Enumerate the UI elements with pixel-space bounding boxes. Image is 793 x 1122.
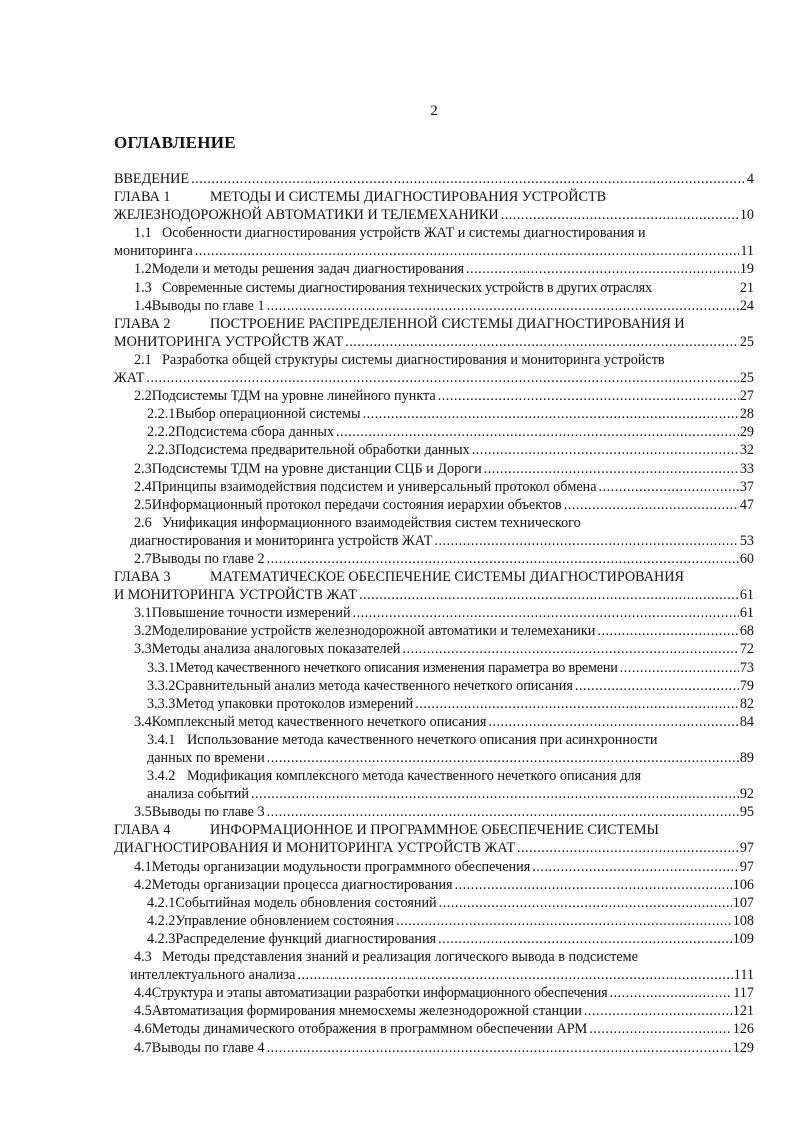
- toc-page-number: 37: [739, 478, 754, 495]
- toc-entry-title: Подсистемы ТДМ на уровне дистанции СЦБ и Дороги: [151, 460, 482, 477]
- toc-entry-2-2-2[interactable]: [114, 423, 754, 441]
- chapter-number: ГЛАВА 4: [114, 822, 171, 839]
- dot-leader: [438, 387, 739, 405]
- toc-entry-1-2[interactable]: [114, 260, 754, 278]
- dot-leader: [353, 604, 739, 622]
- toc-entry-3-3-2[interactable]: [114, 677, 754, 695]
- toc-entry-title: Выводы по главе 3: [151, 804, 265, 821]
- toc-entry-title: Комплексный метод качественного нечеткого описания: [151, 713, 487, 730]
- toc-entry-1-4[interactable]: [114, 297, 754, 315]
- toc-entry-title: Выводы по главе 1: [151, 297, 265, 314]
- section-number: 3.3.3: [147, 695, 176, 712]
- toc-entry-title: Сравнительный анализ метода качественного нечеткого описания: [175, 677, 573, 694]
- section-number: 2.7: [134, 550, 152, 567]
- toc-entry-title-continued: ЖАТ: [114, 370, 145, 387]
- toc-page-number: 32: [739, 442, 754, 459]
- toc-page-number: 53: [739, 532, 754, 549]
- section-number: 2.5: [134, 496, 152, 513]
- section-number: 3.3.1: [147, 659, 176, 676]
- toc-entry-title: Выводы по главе 2: [151, 550, 265, 567]
- toc-entry-title: МАТЕМАТИЧЕСКОЕ ОБЕСПЕЧЕНИЕ СИСТЕМЫ ДИАГНОСТИРОВАНИЯ: [210, 569, 684, 586]
- toc-entry-title-continued: интеллектуального анализа: [130, 967, 296, 984]
- toc-title: ОГЛАВЛЕНИЕ: [114, 133, 236, 152]
- toc-entry-title: Разработка общей структуры системы диагностирования и мониторинга устройств: [162, 351, 665, 368]
- toc-page-number: 106: [732, 876, 754, 893]
- toc-entry-title-continued: диагностирования и мониторинга устройств ЖАТ: [130, 532, 433, 549]
- toc-entry-3-4-2[interactable]: [114, 767, 754, 785]
- toc-entry-3-5[interactable]: [114, 803, 754, 821]
- toc-page-number: 61: [739, 587, 754, 604]
- toc-entry-4-5[interactable]: [114, 1002, 754, 1020]
- section-number: 2.2.3: [147, 442, 176, 459]
- dot-leader: [415, 695, 739, 713]
- dot-leader: [363, 405, 739, 423]
- toc-page-number: 24: [739, 297, 754, 314]
- toc-page-number: 109: [732, 930, 754, 947]
- toc-entry-title: Моделирование устройств железнодорожной автоматики и телемеханики: [151, 623, 596, 640]
- toc-entry-4-4[interactable]: [114, 984, 754, 1002]
- chapter-number: ГЛАВА 3: [114, 569, 171, 586]
- toc-entry-3-3-3[interactable]: [114, 695, 754, 713]
- toc-entry-3-1[interactable]: [114, 604, 754, 622]
- toc-entry-chapter-2[interactable]: [114, 315, 754, 333]
- toc-page-number: 19: [739, 261, 754, 278]
- toc-entry-title: Модификация комплексного метода качественного нечеткого описания для: [187, 768, 642, 785]
- section-number: 3.3: [134, 641, 152, 658]
- chapter-number: ГЛАВА 1: [114, 189, 171, 206]
- toc-page-number: 68: [739, 623, 754, 640]
- toc-entry-chapter-4[interactable]: [114, 821, 754, 839]
- toc-entry-title: Методы организации модульности программного обеспечения: [151, 858, 531, 875]
- dot-leader: [455, 876, 732, 894]
- toc-entry-title: Автоматизация формирования мнемосхемы железнодорожной станции: [151, 1003, 582, 1020]
- dot-leader: [402, 640, 738, 658]
- toc-page-number: 107: [732, 894, 754, 911]
- toc-entry-introduction[interactable]: [114, 170, 754, 188]
- dot-leader: [396, 912, 732, 930]
- toc-entry-title: Метод качественного нечеткого описания изменения параметра во времени: [175, 659, 618, 676]
- toc-entry-title-continued: данных по времени: [147, 750, 265, 766]
- toc-entry-3-3[interactable]: [114, 640, 754, 658]
- dot-leader: [484, 460, 739, 478]
- section-number: 4.1: [134, 858, 152, 875]
- toc-entry-title: Модели и методы решения задач диагностирования: [151, 261, 464, 278]
- toc-page-number: 27: [739, 388, 754, 405]
- toc-entry-2-2[interactable]: [114, 387, 754, 405]
- toc-entry-title: Структура и этапы автоматизации разработки информационного обеспечения: [151, 985, 608, 1002]
- section-number: 4.2.1: [147, 894, 176, 911]
- section-number: 4.7: [134, 1039, 152, 1056]
- toc-entry-4-2-1[interactable]: [114, 894, 754, 912]
- toc-entry-1-3[interactable]: [114, 279, 754, 297]
- toc-page-number: 61: [739, 605, 754, 622]
- section-number: 3.4.1: [147, 731, 176, 748]
- toc-entry-3-4[interactable]: [114, 713, 754, 731]
- dot-leader: [589, 1020, 731, 1038]
- section-number: 3.4: [134, 713, 152, 730]
- dot-leader: [267, 297, 739, 315]
- toc-page-number: 4: [746, 171, 754, 187]
- toc-entry-1-1[interactable]: [114, 224, 754, 242]
- toc-entry-title: Распределение функций диагностирования: [175, 930, 437, 947]
- toc-entry-2-3[interactable]: [114, 460, 754, 478]
- toc-page-number: 73: [739, 659, 754, 676]
- section-number: 4.2: [134, 876, 152, 893]
- toc-page-number: 60: [739, 550, 754, 567]
- toc-entry-2-5[interactable]: [114, 496, 754, 514]
- section-number: 2.2: [134, 388, 152, 405]
- section-number: 3.3.2: [147, 677, 176, 694]
- toc-page-number: 21: [739, 279, 754, 296]
- toc-entry-title: Подсистема сбора данных: [175, 424, 334, 441]
- dot-leader: [267, 550, 739, 568]
- section-number: 2.4: [134, 478, 152, 495]
- toc-entry-2-6[interactable]: [114, 514, 754, 532]
- toc-entry-4-2-2[interactable]: [114, 912, 754, 930]
- toc-entry-3-3-1[interactable]: [114, 659, 754, 677]
- section-number: 3.1: [134, 605, 152, 622]
- section-number: 1.4: [134, 297, 152, 314]
- dot-leader: [336, 423, 739, 441]
- toc-entry-title-continued: анализа событий: [147, 786, 249, 803]
- toc-page-number: 47: [739, 496, 754, 513]
- dot-leader: [620, 659, 739, 677]
- section-number: 4.4: [134, 985, 152, 1002]
- dot-leader: [434, 532, 738, 550]
- toc-entry-2-2-1[interactable]: [114, 405, 754, 423]
- dot-leader: [251, 785, 739, 803]
- toc-page-number: 108: [732, 912, 754, 929]
- toc-entry-2-7[interactable]: [114, 550, 754, 568]
- dot-leader: [267, 1039, 732, 1057]
- toc-page-number: 111: [733, 967, 754, 984]
- dot-leader: [564, 496, 739, 514]
- toc-entry-title: Методы организации процесса диагностирования: [151, 876, 453, 893]
- toc-entry-title: Повышение точности измерений: [151, 605, 351, 622]
- dot-leader: [146, 369, 738, 387]
- toc-page-number: 89: [739, 750, 754, 766]
- toc-entry-title: Методы анализа аналоговых показателей: [151, 641, 401, 658]
- toc-entry-4-1[interactable]: [114, 858, 754, 876]
- toc-page-number: 25: [739, 370, 754, 387]
- toc-entry-2-4[interactable]: [114, 478, 754, 496]
- dot-leader: [438, 930, 732, 948]
- toc-page-number: 129: [732, 1039, 754, 1056]
- dot-leader: [488, 713, 738, 731]
- toc-entry-4-3[interactable]: [114, 948, 754, 966]
- toc-entry-title: Унификация информационного взаимодействия систем технического: [162, 514, 581, 531]
- toc-page-number: 25: [739, 333, 754, 350]
- section-number: 1.3: [134, 279, 152, 296]
- toc-entry-title-continued: И МОНИТОРИНГА УСТРОЙСТВ ЖАТ: [114, 587, 357, 604]
- toc-page-number: 28: [739, 406, 754, 423]
- chapter-number: ГЛАВА 2: [114, 315, 171, 332]
- toc-entry-title: Подсистемы ТДМ на уровне линейного пункта: [151, 388, 436, 405]
- section-number: 2.1: [134, 351, 152, 368]
- section-number: 1.1: [134, 225, 152, 242]
- section-number: 4.6: [134, 1021, 152, 1038]
- toc-page-number: 126: [732, 1021, 754, 1038]
- section-number: 2.6: [134, 514, 152, 531]
- toc-page-number: 82: [739, 695, 754, 712]
- toc-entry-4-2-3[interactable]: [114, 930, 754, 948]
- dot-leader: [575, 677, 739, 695]
- dot-leader: [599, 478, 739, 496]
- toc-entry-title: Информационный протокол передачи состояния иерархии объектов: [151, 496, 562, 513]
- dot-leader: [610, 984, 733, 1002]
- dot-leader: [597, 622, 738, 640]
- dot-leader: [297, 966, 732, 984]
- toc-entry-4-2[interactable]: [114, 876, 754, 894]
- dot-leader: [472, 441, 739, 459]
- toc-entry-3-2[interactable]: [114, 622, 754, 640]
- toc-entry-4-7[interactable]: [114, 1039, 754, 1057]
- toc-page-number: 11: [740, 243, 754, 260]
- toc-entry-chapter-3[interactable]: [114, 568, 754, 586]
- section-number: 4.3: [134, 949, 152, 966]
- toc-entry-title: ПОСТРОЕНИЕ РАСПРЕДЕЛЕННОЙ СИСТЕМЫ ДИАГНОСТИРОВАНИЯ И: [210, 315, 685, 332]
- dot-leader: [517, 839, 739, 857]
- toc-entry-title-continued: ЖЕЛЕЗНОДОРОЖНОЙ АВТОМАТИКИ И ТЕЛЕМЕХАНИКИ: [114, 207, 499, 224]
- section-number: 4.2.3: [147, 930, 176, 947]
- toc-entry-title: Принципы взаимодействия подсистем и универсальный протокол обмена: [151, 478, 597, 495]
- toc-page-number: 97: [739, 840, 754, 857]
- section-number: 3.5: [134, 804, 152, 821]
- toc-entry-chapter-1[interactable]: [114, 188, 754, 206]
- toc-entry-title: Особенности диагностирования устройств ЖАТ и системы диагностирования и: [162, 225, 646, 242]
- toc-entry-title: Выбор операционной системы: [175, 406, 361, 423]
- toc-entry-4-6[interactable]: [114, 1020, 754, 1038]
- toc-page-number: 97: [739, 858, 754, 875]
- page-number: 2: [430, 103, 438, 119]
- dot-leader: [532, 858, 739, 876]
- section-number: 3.2: [134, 623, 152, 640]
- dot-leader: [359, 586, 739, 604]
- toc-entry-title-continued: ДИАГНОСТИРОВАНИЯ И МОНИТОРИНГА УСТРОЙСТВ ЖАТ: [114, 840, 515, 857]
- dot-leader: [439, 894, 732, 912]
- toc-entry-title-continued: МОНИТОРИНГА УСТРОЙСТВ ЖАТ: [114, 333, 344, 350]
- toc-entry-title: Методы динамического отображения в программном обеспечении АРМ: [151, 1021, 588, 1038]
- section-number: 2.2.2: [147, 424, 176, 441]
- section-number: 4.2.2: [147, 912, 176, 929]
- toc-page-number: 95: [739, 804, 754, 821]
- toc-entry-title: Методы представления знаний и реализация логического вывода в подсистеме: [162, 949, 638, 966]
- dot-leader: [345, 333, 739, 351]
- dot-leader: [466, 260, 739, 278]
- toc-entry-3-4-1[interactable]: [114, 731, 754, 749]
- toc-page-number: 92: [739, 786, 754, 803]
- toc-entry-title: Событийная модель обновления состояний: [175, 894, 437, 911]
- dot-leader: [195, 242, 740, 260]
- dot-leader: [501, 206, 739, 224]
- toc-page-number: 72: [739, 641, 754, 658]
- toc-entry-title: МЕТОДЫ И СИСТЕМЫ ДИАГНОСТИРОВАНИЯ УСТРОЙСТВ: [210, 189, 607, 206]
- toc-entry-title: ВВЕДЕНИЕ: [114, 171, 190, 187]
- toc-entry-2-1[interactable]: [114, 351, 754, 369]
- toc-page-number: 84: [739, 713, 754, 730]
- dot-leader: [191, 170, 746, 188]
- table-of-contents: [114, 170, 754, 1057]
- toc-entry-title: ИНФОРМАЦИОННОЕ И ПРОГРАММНОЕ ОБЕСПЕЧЕНИЕ СИСТЕМЫ: [210, 822, 659, 839]
- dot-leader: [267, 749, 739, 767]
- toc-entry-title: Управление обновлением состояния: [175, 912, 395, 929]
- section-number: 1.2: [134, 261, 152, 278]
- toc-page-number: 29: [739, 424, 754, 441]
- toc-page-number: 121: [732, 1003, 754, 1020]
- section-number: 3.4.2: [147, 768, 176, 785]
- section-number: 2.2.1: [147, 406, 176, 423]
- toc-page-number: 117: [733, 985, 754, 1002]
- toc-entry-title: Метод упаковки протоколов измерений: [175, 695, 414, 712]
- toc-entry-title: Подсистема предварительной обработки данных: [175, 442, 470, 459]
- toc-entry-title: Выводы по главе 4: [151, 1039, 265, 1056]
- section-number: 2.3: [134, 460, 152, 477]
- toc-entry-title-continued: мониторинга: [114, 243, 193, 260]
- toc-entry-title: Современные системы диагностирования технических устройств в других отраслях: [162, 279, 652, 296]
- section-number: 4.5: [134, 1003, 152, 1020]
- dot-leader: [584, 1002, 732, 1020]
- dot-leader: [267, 803, 739, 821]
- toc-entry-2-2-3[interactable]: [114, 441, 754, 459]
- toc-page-number: 10: [739, 207, 754, 224]
- toc-page-number: 33: [739, 460, 754, 477]
- toc-page-number: 79: [739, 677, 754, 694]
- toc-entry-title: Использование метода качественного нечеткого описания при асинхронности: [187, 731, 658, 748]
